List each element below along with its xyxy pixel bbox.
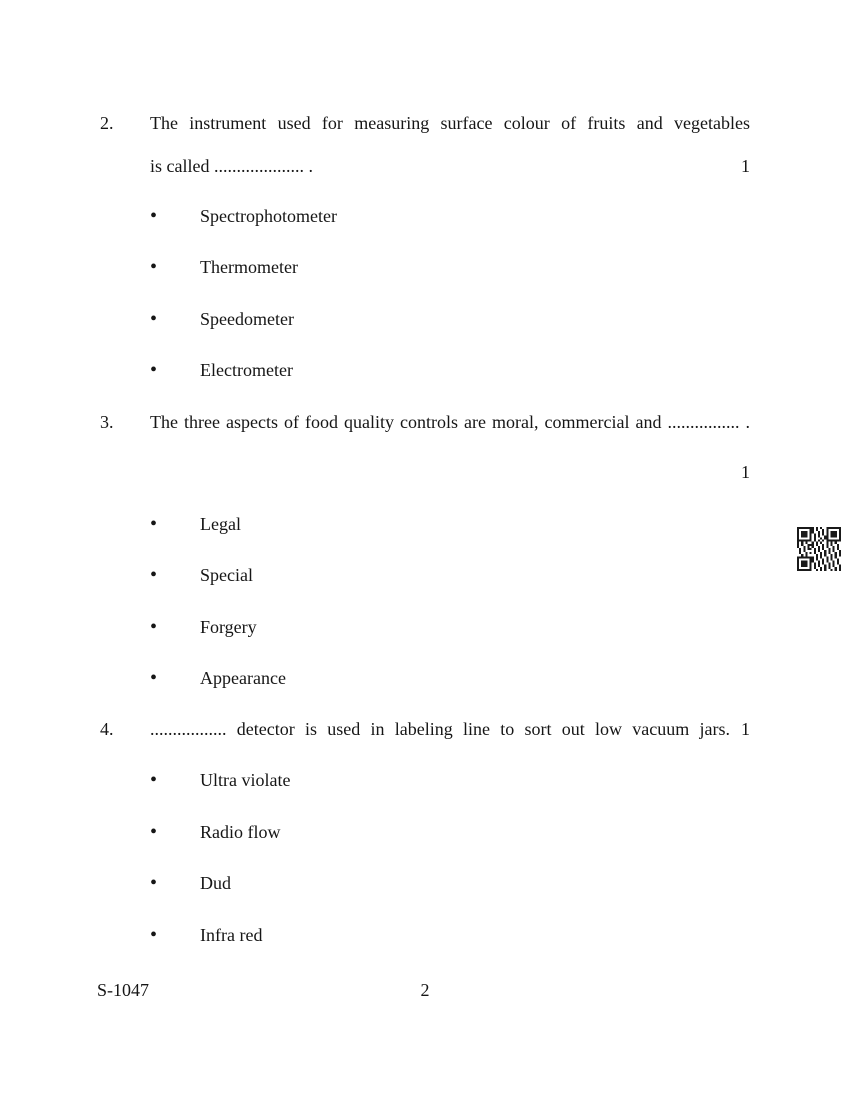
option-label: Radio flow <box>200 822 281 842</box>
bullet-icon: • <box>150 205 158 227</box>
question-marks: 1 <box>741 156 750 176</box>
bullet-icon: • <box>150 308 158 330</box>
bullet-icon: • <box>150 821 158 843</box>
option-label: Legal <box>200 514 241 534</box>
option-label: Forgery <box>200 617 257 637</box>
option-label: Ultra violate <box>200 770 291 790</box>
question-text-line: The instrument used for measuring surface colour of fruits and vegetables <box>150 113 750 133</box>
option-label: Infra red <box>200 925 263 945</box>
qr-code <box>797 527 841 571</box>
question-number: 3. <box>100 412 114 432</box>
question-text-line: The three aspects of food quality controls are moral, commercial and ................ . <box>150 412 750 432</box>
option-label: Spectrophotometer <box>200 206 337 226</box>
bullet-icon: • <box>150 564 158 586</box>
question-number: 4. <box>100 719 114 739</box>
page-number: 2 <box>420 980 430 1000</box>
paper-code: S-1047 <box>97 980 150 1000</box>
bullet-icon: • <box>150 769 158 791</box>
question-marks: 1 <box>741 719 750 739</box>
bullet-icon: • <box>150 872 158 894</box>
bullet-icon: • <box>150 924 158 946</box>
bullet-icon: • <box>150 359 158 381</box>
bullet-icon: • <box>150 667 158 689</box>
bullet-icon: • <box>150 616 158 638</box>
option-label: Electrometer <box>200 360 293 380</box>
option-label: Special <box>200 565 253 585</box>
option-label: Thermometer <box>200 257 298 277</box>
bullet-icon: • <box>150 256 158 278</box>
option-label: Appearance <box>200 668 286 688</box>
question-text-line: ................. detector is used in labeling line to sort out low vacuum jars. <box>150 719 730 739</box>
bullet-icon: • <box>150 513 158 535</box>
question-marks: 1 <box>741 462 750 482</box>
question-text-line: is called .................... . <box>150 156 313 176</box>
question-number: 2. <box>100 113 114 133</box>
option-label: Speedometer <box>200 309 294 329</box>
option-label: Dud <box>200 873 231 893</box>
